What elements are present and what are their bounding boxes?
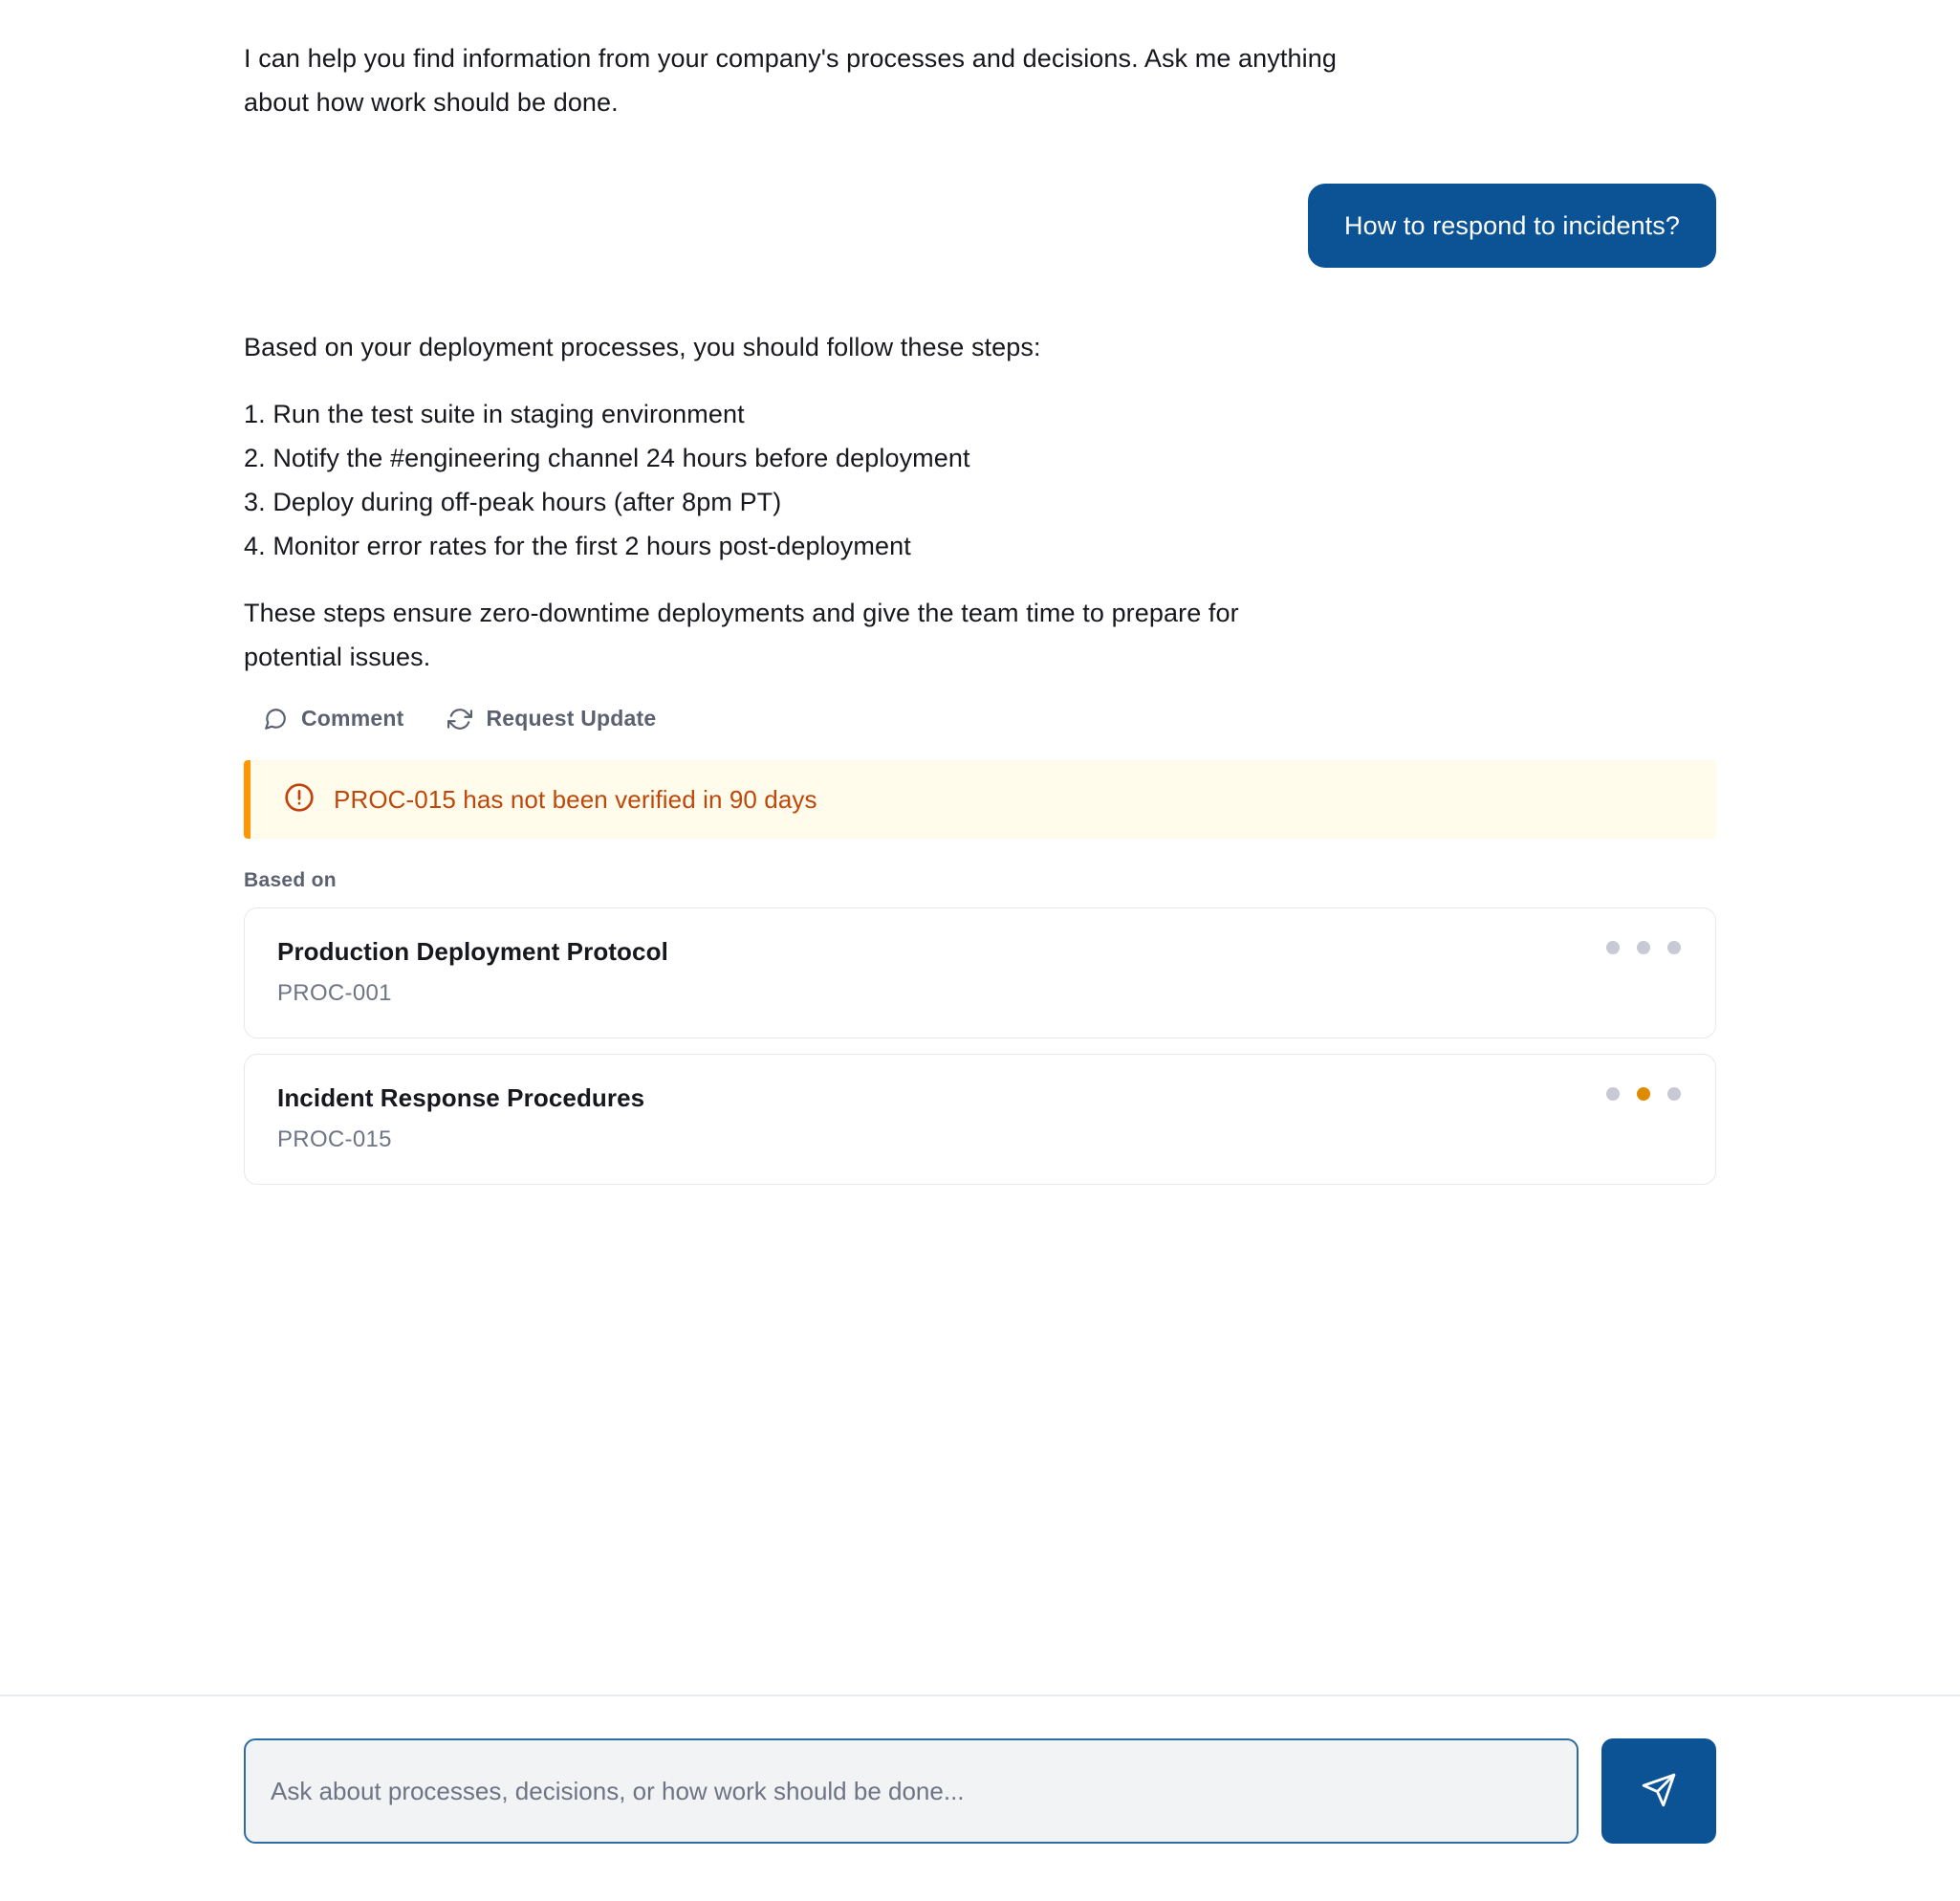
status-dot-warning: [1637, 1087, 1650, 1101]
answer-step-list: [244, 392, 1716, 568]
refresh-cycle-icon: [447, 707, 472, 732]
source-card-list: [244, 907, 1716, 1185]
send-button[interactable]: [1601, 1738, 1716, 1844]
composer-row: [244, 1738, 1716, 1844]
source-card[interactable]: [244, 907, 1716, 1038]
assistant-intro-line-1: I can help you find information from your company's processes and decisions. Ask me anything: [244, 44, 1337, 73]
answer-closing-line-2: potential issues.: [244, 643, 431, 671]
composer-bar: [0, 1694, 1960, 1901]
source-card-title: Production Deployment Protocol: [277, 937, 668, 966]
answer-step-item: 1. Run the test suite in staging environment: [244, 400, 745, 428]
request-update-button[interactable]: [447, 706, 656, 732]
assistant-intro-line-2: about how work should be done.: [244, 88, 619, 117]
source-card-code: PROC-015: [277, 1126, 392, 1152]
answer-step-item: 2. Notify the #engineering channel 24 hours before deployment: [244, 444, 970, 472]
assistant-answer-message: [244, 325, 1716, 679]
status-dot: [1606, 1087, 1620, 1101]
message-input[interactable]: [244, 1738, 1579, 1844]
status-dot: [1667, 1087, 1681, 1101]
user-message-row: [244, 184, 1716, 268]
comment-button-label: Comment: [301, 706, 404, 731]
source-card[interactable]: [244, 1054, 1716, 1185]
source-card-title: Incident Response Procedures: [277, 1083, 645, 1112]
message-action-row: [263, 706, 1716, 732]
answer-step-item: 4. Monitor error rates for the first 2 hours post-deployment: [244, 532, 911, 560]
source-card-code: PROC-001: [277, 980, 392, 1006]
comment-button[interactable]: [263, 706, 403, 732]
source-card-status-dots: [1606, 1087, 1681, 1101]
answer-lead-text: Based on your deployment processes, you should follow these steps:: [244, 333, 1041, 361]
answer-step-item: 3. Deploy during off-peak hours (after 8pm PT): [244, 488, 782, 516]
source-card-status-dots: [1606, 941, 1681, 954]
answer-spacer-bottom: [244, 568, 1716, 591]
verification-warning-text: PROC-015 has not been verified in 90 days: [334, 784, 817, 814]
assistant-intro-message: [244, 36, 1716, 124]
comment-bubble-icon: [263, 707, 288, 732]
user-message-bubble: How to respond to incidents?: [1308, 184, 1716, 268]
status-dot: [1606, 941, 1620, 954]
answer-closing-line-1: These steps ensure zero-downtime deployments and give the team time to prepare for: [244, 599, 1239, 627]
based-on-label: Based on: [244, 869, 337, 891]
verification-warning-banner: [244, 760, 1716, 839]
answer-spacer-top: [244, 369, 1716, 392]
status-dot: [1637, 941, 1650, 954]
request-update-button-label: Request Update: [486, 706, 657, 731]
alert-circle-icon: [284, 782, 315, 818]
conversation-content: [244, 0, 1716, 1185]
send-paper-plane-icon: [1641, 1772, 1677, 1811]
status-dot: [1667, 941, 1681, 954]
